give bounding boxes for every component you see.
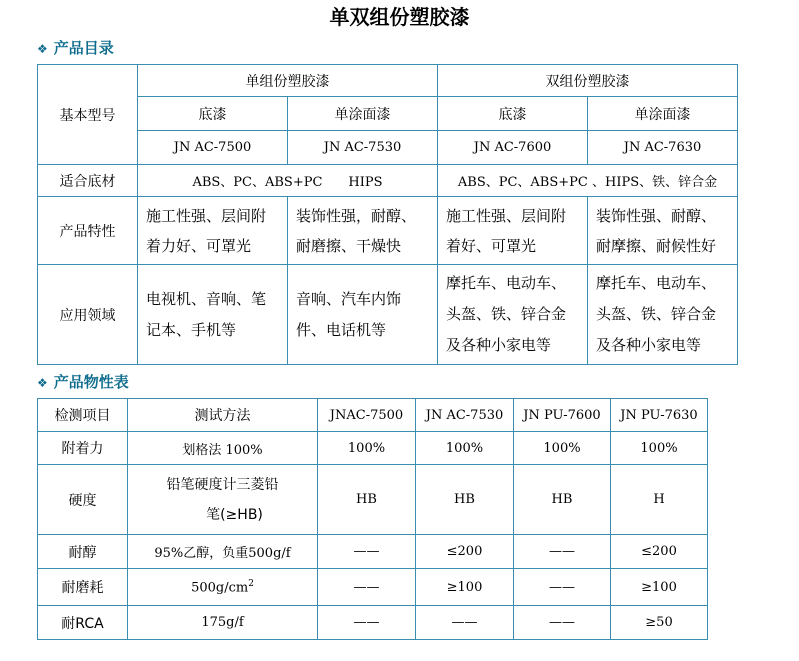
substrate-double: ABS、PC、ABS+PC 、HIPS、铁、锌合金	[438, 165, 738, 197]
item-label: 附着力	[38, 432, 128, 465]
item-label: 耐RCA	[38, 606, 128, 640]
method-text: 500g/cm	[191, 580, 249, 596]
value-cell: 100%	[318, 432, 416, 465]
application-cell: 音响、汽车内饰件、电话机等	[288, 265, 438, 365]
method-superscript: 2	[248, 578, 254, 589]
header-cell: JN PU-7600	[514, 399, 611, 432]
value-cell: ——	[514, 569, 611, 606]
model-code: JN AC-7500	[138, 131, 288, 165]
method-line: 铅笔硬度计三菱铅	[166, 476, 279, 493]
method-cell: 划格法 100%	[128, 432, 318, 465]
model-code: JN AC-7630	[588, 131, 738, 165]
item-label: 硬度	[38, 465, 128, 535]
value-cell: HB	[514, 465, 611, 535]
sub-label: 底漆	[438, 97, 588, 131]
catalog-table	[37, 64, 738, 365]
value-cell: ≥100	[611, 569, 708, 606]
value-cell: ——	[514, 606, 611, 640]
sub-label: 底漆	[138, 97, 288, 131]
feature-cell: 施工性强、层间附着好、可罩光	[438, 197, 588, 265]
properties-table	[37, 398, 708, 640]
header-cell: 测试方法	[128, 399, 318, 432]
header-cell: 检测项目	[38, 399, 128, 432]
value-cell: ——	[514, 535, 611, 569]
method-cell: 175g/f	[128, 606, 318, 640]
group-single-label: 单组份塑胶漆	[138, 65, 438, 97]
item-label: 耐磨耗	[38, 569, 128, 606]
diamond-bullet-icon: ❖	[37, 376, 48, 390]
catalog-heading-text: 产品目录	[53, 39, 114, 57]
feature-cell: 装饰性强、耐醇、耐摩擦、耐候性好	[588, 197, 738, 265]
value-cell: HB	[416, 465, 514, 535]
feature-cell: 施工性强、层间附着力好、可罩光	[138, 197, 288, 265]
value-cell: ≥100	[416, 569, 514, 606]
sub-label: 单涂面漆	[588, 97, 738, 131]
features-label: 产品特性	[38, 197, 138, 265]
applications-label: 应用领域	[38, 265, 138, 365]
value-cell: ——	[318, 606, 416, 640]
value-cell: ——	[318, 535, 416, 569]
value-cell: ——	[318, 569, 416, 606]
value-cell: 100%	[611, 432, 708, 465]
substrate-label: 适合底材	[38, 165, 138, 197]
catalog-heading	[37, 38, 114, 58]
application-cell: 电视机、音响、笔记本、手机等	[138, 265, 288, 365]
value-cell: ≥50	[611, 606, 708, 640]
properties-heading	[37, 372, 129, 392]
value-cell: 100%	[416, 432, 514, 465]
header-cell: JNAC-7500	[318, 399, 416, 432]
item-label: 耐醇	[38, 535, 128, 569]
properties-heading-text: 产品物性表	[53, 373, 129, 391]
model-code: JN AC-7530	[288, 131, 438, 165]
value-cell: ——	[416, 606, 514, 640]
value-cell: 100%	[514, 432, 611, 465]
page-title: 单双组份塑胶漆	[329, 5, 470, 29]
method-cell	[128, 569, 318, 606]
value-cell: H	[611, 465, 708, 535]
sub-label: 单涂面漆	[288, 97, 438, 131]
method-line: 笔(≥HB)	[206, 506, 263, 523]
value-cell: HB	[318, 465, 416, 535]
value-cell: ≤200	[416, 535, 514, 569]
model-header-label: 基本型号	[38, 65, 138, 165]
method-cell	[128, 465, 318, 535]
feature-cell: 装饰性强，耐醇、耐磨擦、干燥快	[288, 197, 438, 265]
application-cell: 摩托车、电动车、头盔、铁、锌合金及各种小家电等	[588, 265, 738, 365]
diamond-bullet-icon: ❖	[37, 42, 48, 56]
header-cell: JN PU-7630	[611, 399, 708, 432]
group-double-label: 双组份塑胶漆	[438, 65, 738, 97]
substrate-single: ABS、PC、ABS+PC HIPS	[138, 165, 438, 197]
value-cell: ≤200	[611, 535, 708, 569]
header-cell: JN AC-7530	[416, 399, 514, 432]
model-code: JN AC-7600	[438, 131, 588, 165]
application-cell: 摩托车、电动车、头盔、铁、锌合金及各种小家电等	[438, 265, 588, 365]
method-cell: 95%乙醇，负重500g/f	[128, 535, 318, 569]
